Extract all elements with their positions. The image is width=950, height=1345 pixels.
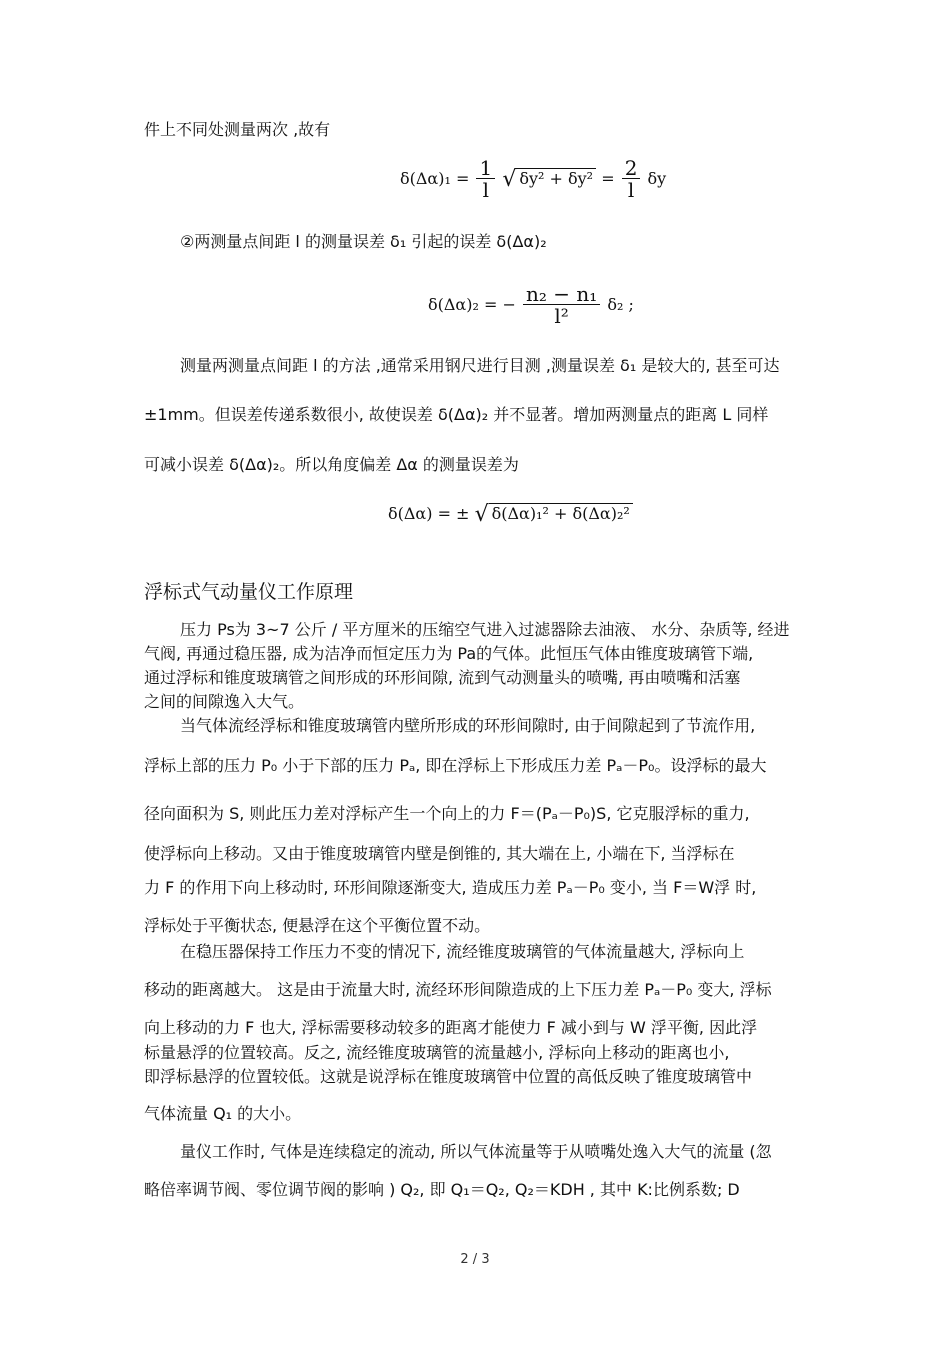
formula-1-tail: δy — [647, 169, 667, 188]
para-line-18: 略倍率调节阀、零位调节阀的影响 ) Q₂, 即 Q₁＝Q₂, Q₂＝KDH , 其中 K:比例系数; D — [144, 1180, 740, 1199]
para-line-16: 气体流量 Q₁ 的大小。 — [144, 1104, 302, 1123]
formula-3 — [388, 502, 633, 527]
text-line-4: ±1mm。但误差传递系数很小, 故使误差 δ(Δα)₂ 并不显著。增加两测量点的距离 L 同样 — [144, 405, 769, 424]
sqrt-icon: √ — [474, 502, 489, 527]
text-line-3: 测量两测量点间距 l 的方法 ,通常采用钢尺进行目测 ,测量误差 δ₁ 是较大的, 甚至可达 — [180, 356, 780, 375]
formula-3-radicand: δ(Δα)₁² + δ(Δα)₂² — [489, 503, 633, 523]
formula-3-lhs: δ(Δα) = ± — [388, 504, 470, 523]
formula-2-fraction: $\frac{\text{n₂ − n₁}}{\text{l²}}$ — [523, 284, 600, 327]
formula-2 — [428, 284, 634, 327]
para-line-2: 气阀, 再通过稳压器, 成为洁净而恒定压力为 Pa的气体。此恒压气体由锥度玻璃管下端, — [144, 644, 754, 663]
formula-1-lhs: δ(Δα)₁ = — [400, 169, 470, 188]
para-line-4: 之间的间隙逸入大气。 — [144, 692, 305, 711]
section-heading: 浮标式气动量仪工作原理 — [144, 581, 354, 603]
para-line-8: 使浮标向上移动。又由于锥度玻璃管内壁是倒锥的, 其大端在上, 小端在下, 当浮标在 — [144, 844, 735, 863]
page-number: 2 / 3 — [460, 1252, 490, 1267]
para-line-6: 浮标上部的压力 P₀ 小于下部的压力 Pₐ, 即在浮标上下形成压力差 Pₐ－P₀。设浮标的最大 — [144, 756, 767, 775]
para-line-14: 标量悬浮的位置较高。反之, 流经锥度玻璃管的流量越小, 浮标向上移动的距离也小, — [144, 1043, 730, 1062]
para-line-15: 即浮标悬浮的位置较低。这就是说浮标在锥度玻璃管中位置的高低反映了锥度玻璃管中 — [144, 1067, 753, 1086]
sqrt-icon: √ — [502, 167, 517, 192]
para-line-11: 在稳压器保持工作压力不变的情况下, 流经锥度玻璃管的气体流量越大, 浮标向上 — [180, 942, 745, 961]
text-line-1: 件上不同处测量两次 ,故有 — [144, 120, 331, 139]
para-line-3: 通过浮标和锥度玻璃管之间形成的环形间隙, 流到气动测量头的喷嘴, 再由喷嘴和活塞 — [144, 668, 741, 687]
para-line-17: 量仪工作时, 气体是连续稳定的流动, 所以气体流量等于从喷嘴处逸入大气的流量 (忽 — [180, 1142, 772, 1161]
para-line-1: 压力 Ps为 3~7 公斤 / 平方厘米的压缩空气进入过滤器除去油液、 水分、杂质等, 经进 — [180, 620, 790, 639]
text-line-5: 可减小误差 δ(Δα)₂。所以角度偏差 Δα 的测量误差为 — [144, 455, 519, 474]
para-line-5: 当气体流经浮标和锥度玻璃管内壁所形成的环形间隙时, 由于间隙起到了节流作用, — [180, 716, 756, 735]
formula-1-fraction-2: $\frac{2}{l}$ — [622, 158, 641, 201]
formula-1-eq: = — [601, 169, 615, 188]
para-line-12: 移动的距离越大。 这是由于流量大时, 流经环形间隙造成的上下压力差 Pₐ－P₀ 变大, 浮标 — [144, 980, 772, 999]
formula-1 — [400, 158, 666, 201]
para-line-7: 径向面积为 S, 则此压力差对浮标产生一个向上的力 F＝(Pₐ－P₀)S, 它克服浮标的重力, — [144, 804, 750, 823]
text-line-2: ②两测量点间距 l 的测量误差 δ₁ 引起的误差 δ(Δα)₂ — [180, 232, 547, 251]
formula-2-tail: δ₂ ; — [607, 295, 634, 314]
formula-1-fraction: $\frac{1}{l}$ — [476, 158, 495, 201]
para-line-9: 力 F 的作用下向上移动时, 环形间隙逐渐变大, 造成压力差 Pₐ－P₀ 变小, 当 F＝W浮 时, — [144, 878, 757, 897]
formula-1-radicand: δy² + δy² — [516, 168, 596, 188]
para-line-10: 浮标处于平衡状态, 便悬浮在这个平衡位置不动。 — [144, 916, 491, 935]
formula-2-lhs: δ(Δα)₂ = − — [428, 295, 516, 314]
para-line-13: 向上移动的力 F 也大, 浮标需要移动较多的距离才能使力 F 减小到与 W 浮平衡, 因此浮 — [144, 1018, 758, 1037]
